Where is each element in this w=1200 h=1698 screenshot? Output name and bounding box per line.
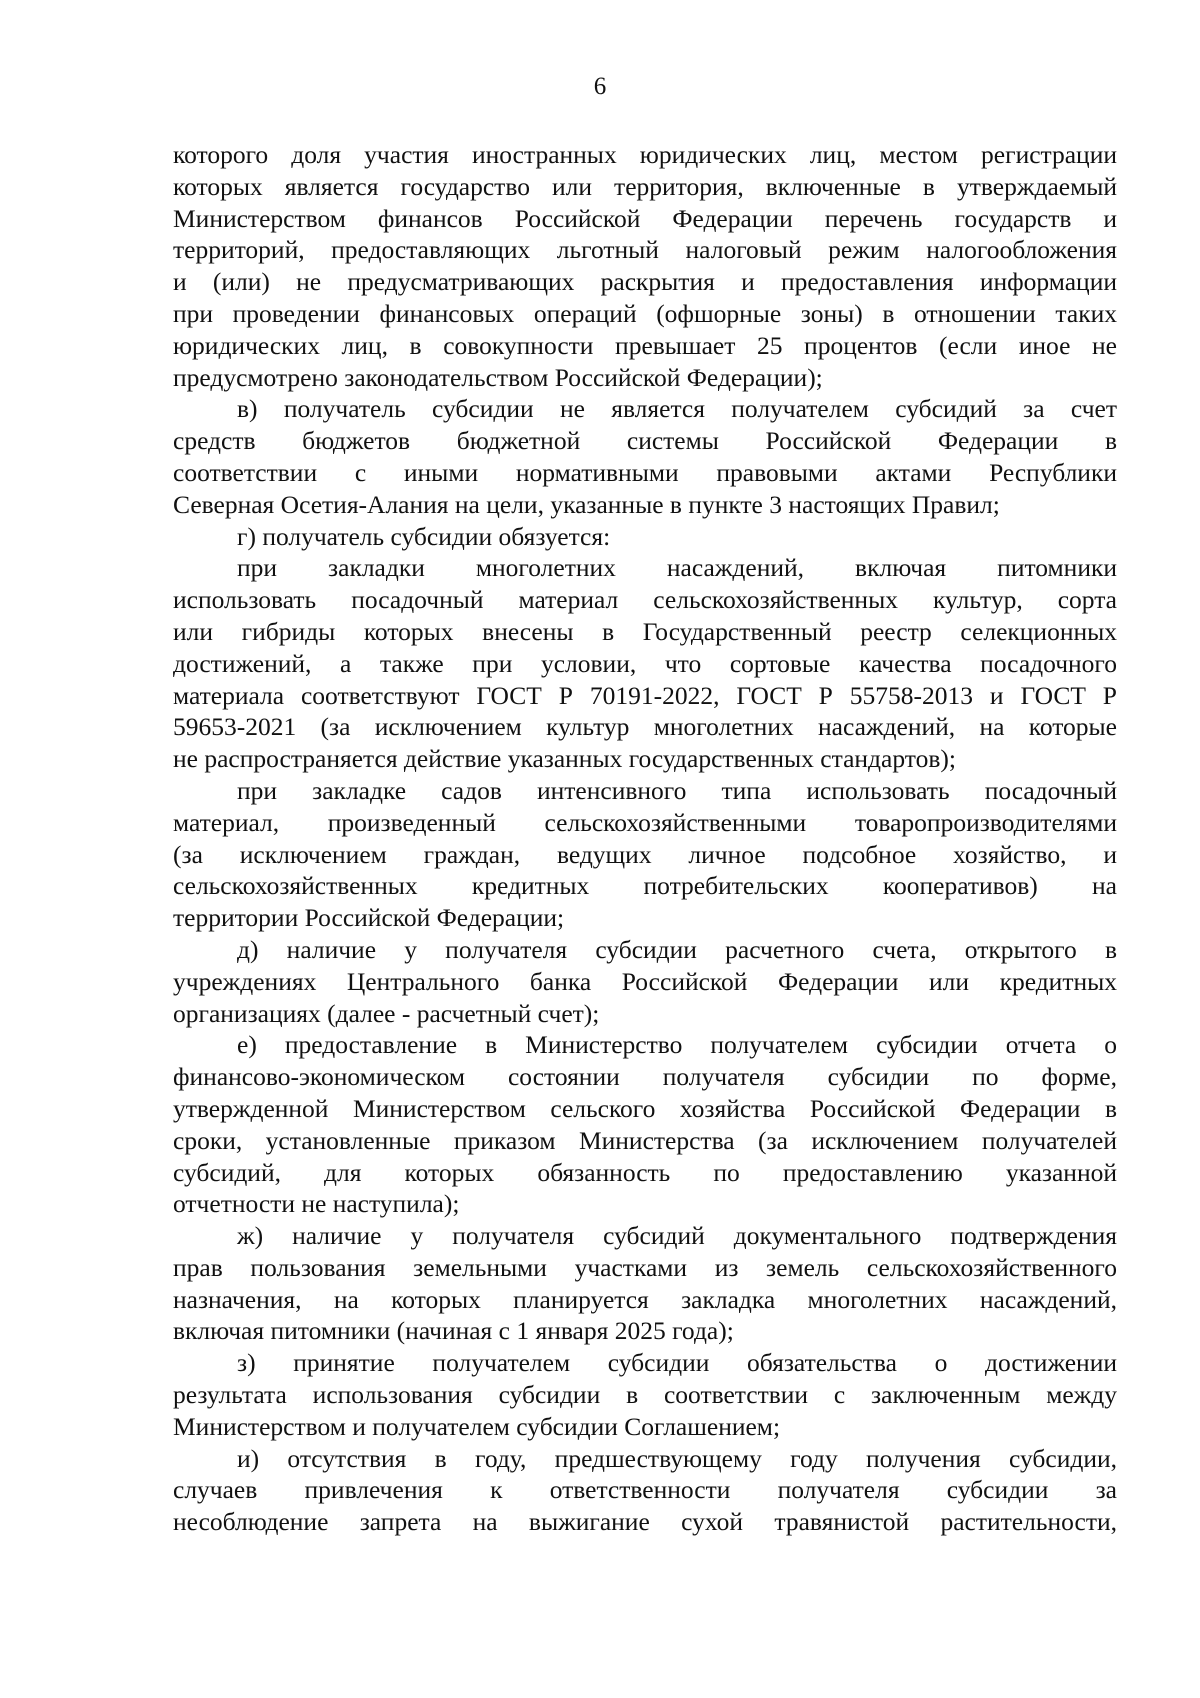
text-line: материала соответствуют ГОСТ Р 70191-2022, ГОСТ Р 55758-2013 и ГОСТ Р (173, 680, 1117, 710)
text-line: средств бюджетов бюджетной системы Российской Федерации в (173, 426, 1117, 456)
paragraph-p0 (173, 139, 1117, 393)
page-number: 6 (593, 73, 607, 100)
text-line: е) предоставление в Министерство получателем субсидии отчета о (237, 1030, 1117, 1060)
text-line: сельскохозяйственных кредитных потребительских кооперативов) на (173, 871, 1117, 901)
paragraph-p_v (173, 393, 1117, 520)
text-line: и) отсутствия в году, предшествующему году получения субсидии, (237, 1443, 1117, 1473)
text-line: территорий, предоставляющих льготный налоговый режим налогообложения (173, 235, 1117, 265)
paragraph-p_zh (173, 1220, 1117, 1347)
text-line: сроки, установленные приказом Министерства (за исключением получателей (173, 1125, 1117, 1155)
text-line: и (или) не предусматривающих раскрытия и предоставления информации (173, 267, 1117, 297)
text-line: при проведении финансовых операций (офшорные зоны) в отношении таких (173, 298, 1117, 328)
text-line: использовать посадочный материал сельскохозяйственных культур, сорта (173, 585, 1117, 615)
text-line: Министерством и получателем субсидии Соглашением; (173, 1411, 781, 1441)
paragraph-p_g (173, 521, 1117, 553)
document-body (173, 139, 1117, 1538)
paragraph-p_i (173, 1443, 1117, 1538)
text-line: которого доля участия иностранных юридических лиц, местом регистрации (173, 140, 1117, 169)
text-line: включая питомники (начиная с 1 января 2025 года); (173, 1316, 734, 1346)
text-line: или гибриды которых внесены в Государственный реестр селекционных (173, 616, 1117, 646)
text-line: финансово-экономическом состоянии получателя субсидии по форме, (173, 1062, 1117, 1092)
text-line: в) получатель субсидии не является получателем субсидий за счет (237, 394, 1117, 424)
paragraph-p_e (173, 1029, 1117, 1220)
text-line: которых является государство или территория, включенные в утверждаемый (173, 171, 1117, 201)
text-line: учреждениях Центрального банка Российской Федерации или кредитных (173, 966, 1117, 996)
text-line: предусмотрено законодательством Российской Федерации); (173, 362, 823, 392)
text-line: отчетности не наступила); (173, 1189, 460, 1219)
text-line: несоблюдение запрета на выжигание сухой травянистой растительности, (173, 1507, 1117, 1537)
text-line: д) наличие у получателя субсидии расчетного счета, открытого в (237, 934, 1117, 964)
text-line: результата использования субсидии в соответствии с заключенным между (173, 1380, 1117, 1410)
paragraph-p_z (173, 1347, 1117, 1442)
text-line: субсидий, для которых обязанность по предоставлению указанной (173, 1157, 1117, 1187)
paragraph-p_g2 (173, 775, 1117, 934)
text-line: (за исключением граждан, ведущих личное подсобное хозяйство, и (173, 839, 1117, 869)
text-line: з) принятие получателем субсидии обязательства о достижении (237, 1348, 1117, 1378)
text-line: г) получатель субсидии обязуется: (237, 521, 611, 551)
text-line: Северная Осетия-Алания на цели, указанные в пункте 3 настоящих Правил; (173, 489, 1000, 519)
text-line: материал, произведенный сельскохозяйственными товаропроизводителями (173, 807, 1117, 837)
text-line: при закладки многолетних насаждений, включая питомники (237, 553, 1117, 583)
text-line: Министерством финансов Российской Федерации перечень государств и (173, 203, 1117, 233)
text-line: ж) наличие у получателя субсидий документального подтверждения (237, 1221, 1117, 1251)
text-line: территории Российской Федерации; (173, 903, 565, 933)
text-line: утвержденной Министерством сельского хозяйства Российской Федерации в (173, 1093, 1117, 1123)
text-line: организациях (далее - расчетный счет); (173, 998, 600, 1028)
text-line: достижений, а также при условии, что сортовые качества посадочного (173, 648, 1117, 678)
text-line: назначения, на которых планируется закладка многолетних насаждений, (173, 1284, 1117, 1314)
paragraph-p_g1 (173, 552, 1117, 775)
text-line: юридических лиц, в совокупности превышает 25 процентов (если иное не (173, 330, 1117, 360)
paragraph-p_d (173, 934, 1117, 1029)
text-line: случаев привлечения к ответственности получателя субсидии за (173, 1475, 1117, 1505)
text-line: не распространяется действие указанных государственных стандартов); (173, 744, 956, 774)
text-line: 59653-2021 (за исключением культур многолетних насаждений, на которые (173, 712, 1117, 742)
text-line: при закладке садов интенсивного типа использовать посадочный (237, 775, 1117, 805)
text-line: соответствии с иными нормативными правовыми актами Республики (173, 457, 1117, 487)
text-line: прав пользования земельными участками из земель сельскохозяйственного (173, 1252, 1117, 1282)
